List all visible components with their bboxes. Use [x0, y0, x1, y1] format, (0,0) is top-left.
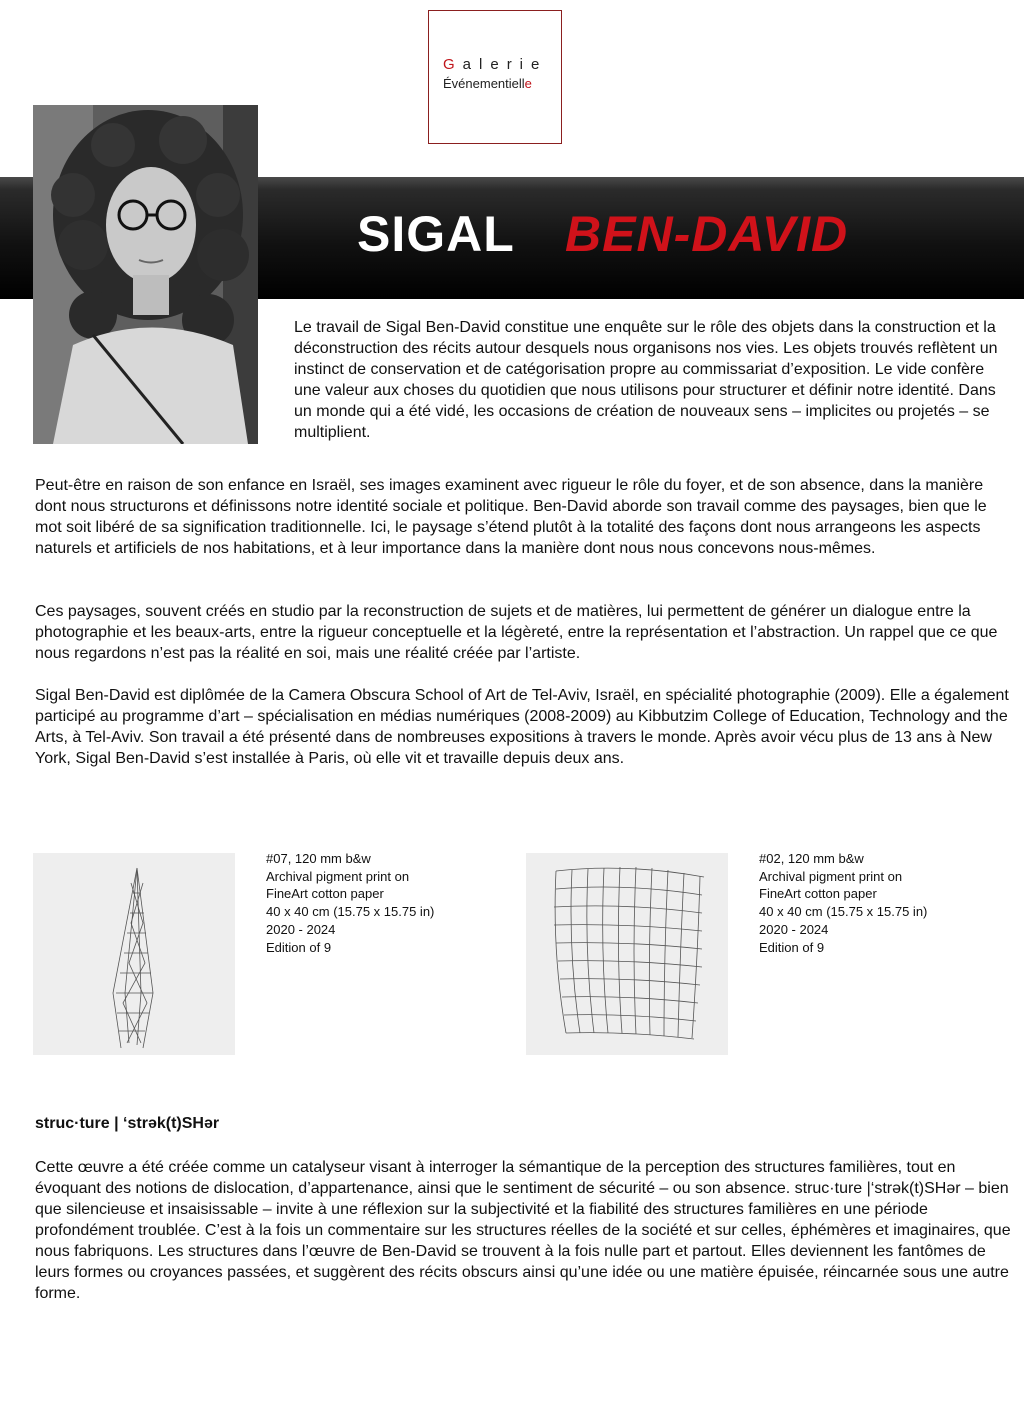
body-paragraph: Sigal Ben-David est diplômée de la Camera Obscura School of Art de Tel-Aviv, Israël, en spécialité photographie (2009). Elle a également participé au programme d’art – spécialisation en médias numériques (2008-2009) au Kibbutzim College of Education, Technology and the Arts, à Tel-Aviv. Son travail a été présenté dans de nombreuses expositions à travers le monde. Après avoir vécu plus de 13 ans à New York, Sigal Ben-David s’est installée à Paris, où elle vit et travaille depuis deux ans.: [35, 687, 1009, 767]
artist-last-name: BEN-DAVID: [565, 206, 849, 262]
caption-line: Edition of 9: [266, 939, 332, 955]
artist-portrait-photo: [33, 105, 258, 444]
logo-wordmark-galerie: Galerie: [443, 56, 548, 73]
net-artwork-square-icon: [526, 853, 728, 1055]
closing-paragraph: Cette œuvre a été créée comme un catalyseur visant à interroger la sémantique de la perception des structures familières, tout en évoquant des notions de dislocation, d’appartenance, ainsi que le sentiment de sécurité – ou son absence. struc·ture |‘strək(t)SHər – bien que silencieuse et insaisissable – invite à une réflexion sur la subjectivité et la fiabilité des structures familières en une période profondément troublée. C’est à la fois un commentaire sur les structures réelles de la société et sur celles, éphémères et imaginaires, que nous fabriquons. Les structures dans l’œuvre de Ben-David se trouvent à la fois nulle part et partout. Elles deviennent les fantômes de leurs formes ou croyances passées, et suggèrent des récits obscurs ainsi qu’une idée ou une matière épuisée, réincarnée sous une autre forme.: [35, 1159, 1011, 1302]
body-paragraph: Peut-être en raison de son enfance en Israël, ses images examinent avec rigueur le rôle du foyer, et de son absence, dans la manière dont nous structurons et définissons notre identité sociale et politique. Ben-David aborde son travail comme des paysages, bien que le mot soit libéré de sa signification traditionnelle. Ici, le paysage s’étend plutôt à la totalité des façons dont nous arrangeons les aspects naturels et artificiels de nos habitations, et à leur importance dans la manière dont nous nous concevons nous-mêmes.: [35, 477, 987, 557]
caption-line: 40 x 40 cm (15.75 x 15.75 in): [759, 904, 928, 920]
caption-line: Edition of 9: [759, 939, 825, 955]
caption-line: 2020 - 2024: [759, 921, 829, 937]
artwork-caption: [266, 850, 506, 956]
gallery-logo: [428, 10, 562, 144]
artwork-image: [526, 853, 728, 1055]
caption-line: 40 x 40 cm (15.75 x 15.75 in): [266, 904, 435, 920]
caption-line: #07, 120 mm b&w: [266, 851, 371, 866]
caption-line: Archival pigment print on: [759, 868, 903, 884]
caption-line: FineArt cotton paper: [266, 886, 384, 902]
caption-line: FineArt cotton paper: [759, 886, 877, 902]
artist-first-name: SIGAL: [357, 206, 515, 262]
definition-title: struc·ture | ‘strək(t)SHər: [35, 1115, 220, 1132]
portrait-illustration-icon: [33, 105, 258, 444]
body-paragraph: Ces paysages, souvent créés en studio par la reconstruction de sujets et de matières, lui permettent de générer un dialogue entre la photographie et les beaux-arts, entre la rigueur conceptuelle et la légèreté, entre la représentation et l’abstraction. Un rappel que ce que nous regardons n’est pas la réalité en soi, mais une réalité créée par l’artiste.: [35, 603, 998, 662]
artwork-caption: [759, 850, 999, 956]
caption-line: #02, 120 mm b&w: [759, 851, 864, 866]
caption-line: 2020 - 2024: [266, 921, 336, 937]
net-artwork-elongated-icon: [33, 853, 235, 1055]
logo-wordmark-evenementielle: Événementielle: [443, 76, 532, 91]
artwork-image: [33, 853, 235, 1055]
caption-line: Archival pigment print on: [266, 868, 410, 884]
intro-paragraph: Le travail de Sigal Ben-David constitue une enquête sur le rôle des objets dans la construction et la déconstruction des récits autour desquels nous organisons nos vies. Les objets trouvés reflètent un instinct de conservation et de catégorisation propre au commissariat d’exposition. Le vide confère une valeur aux choses du quotidien que nous utilisons pour structurer et définir notre identité. Dans un monde qui a été vidé, les occasions de création de nouveaux sens – implicites ou projetés – se multiplient.: [294, 319, 998, 441]
